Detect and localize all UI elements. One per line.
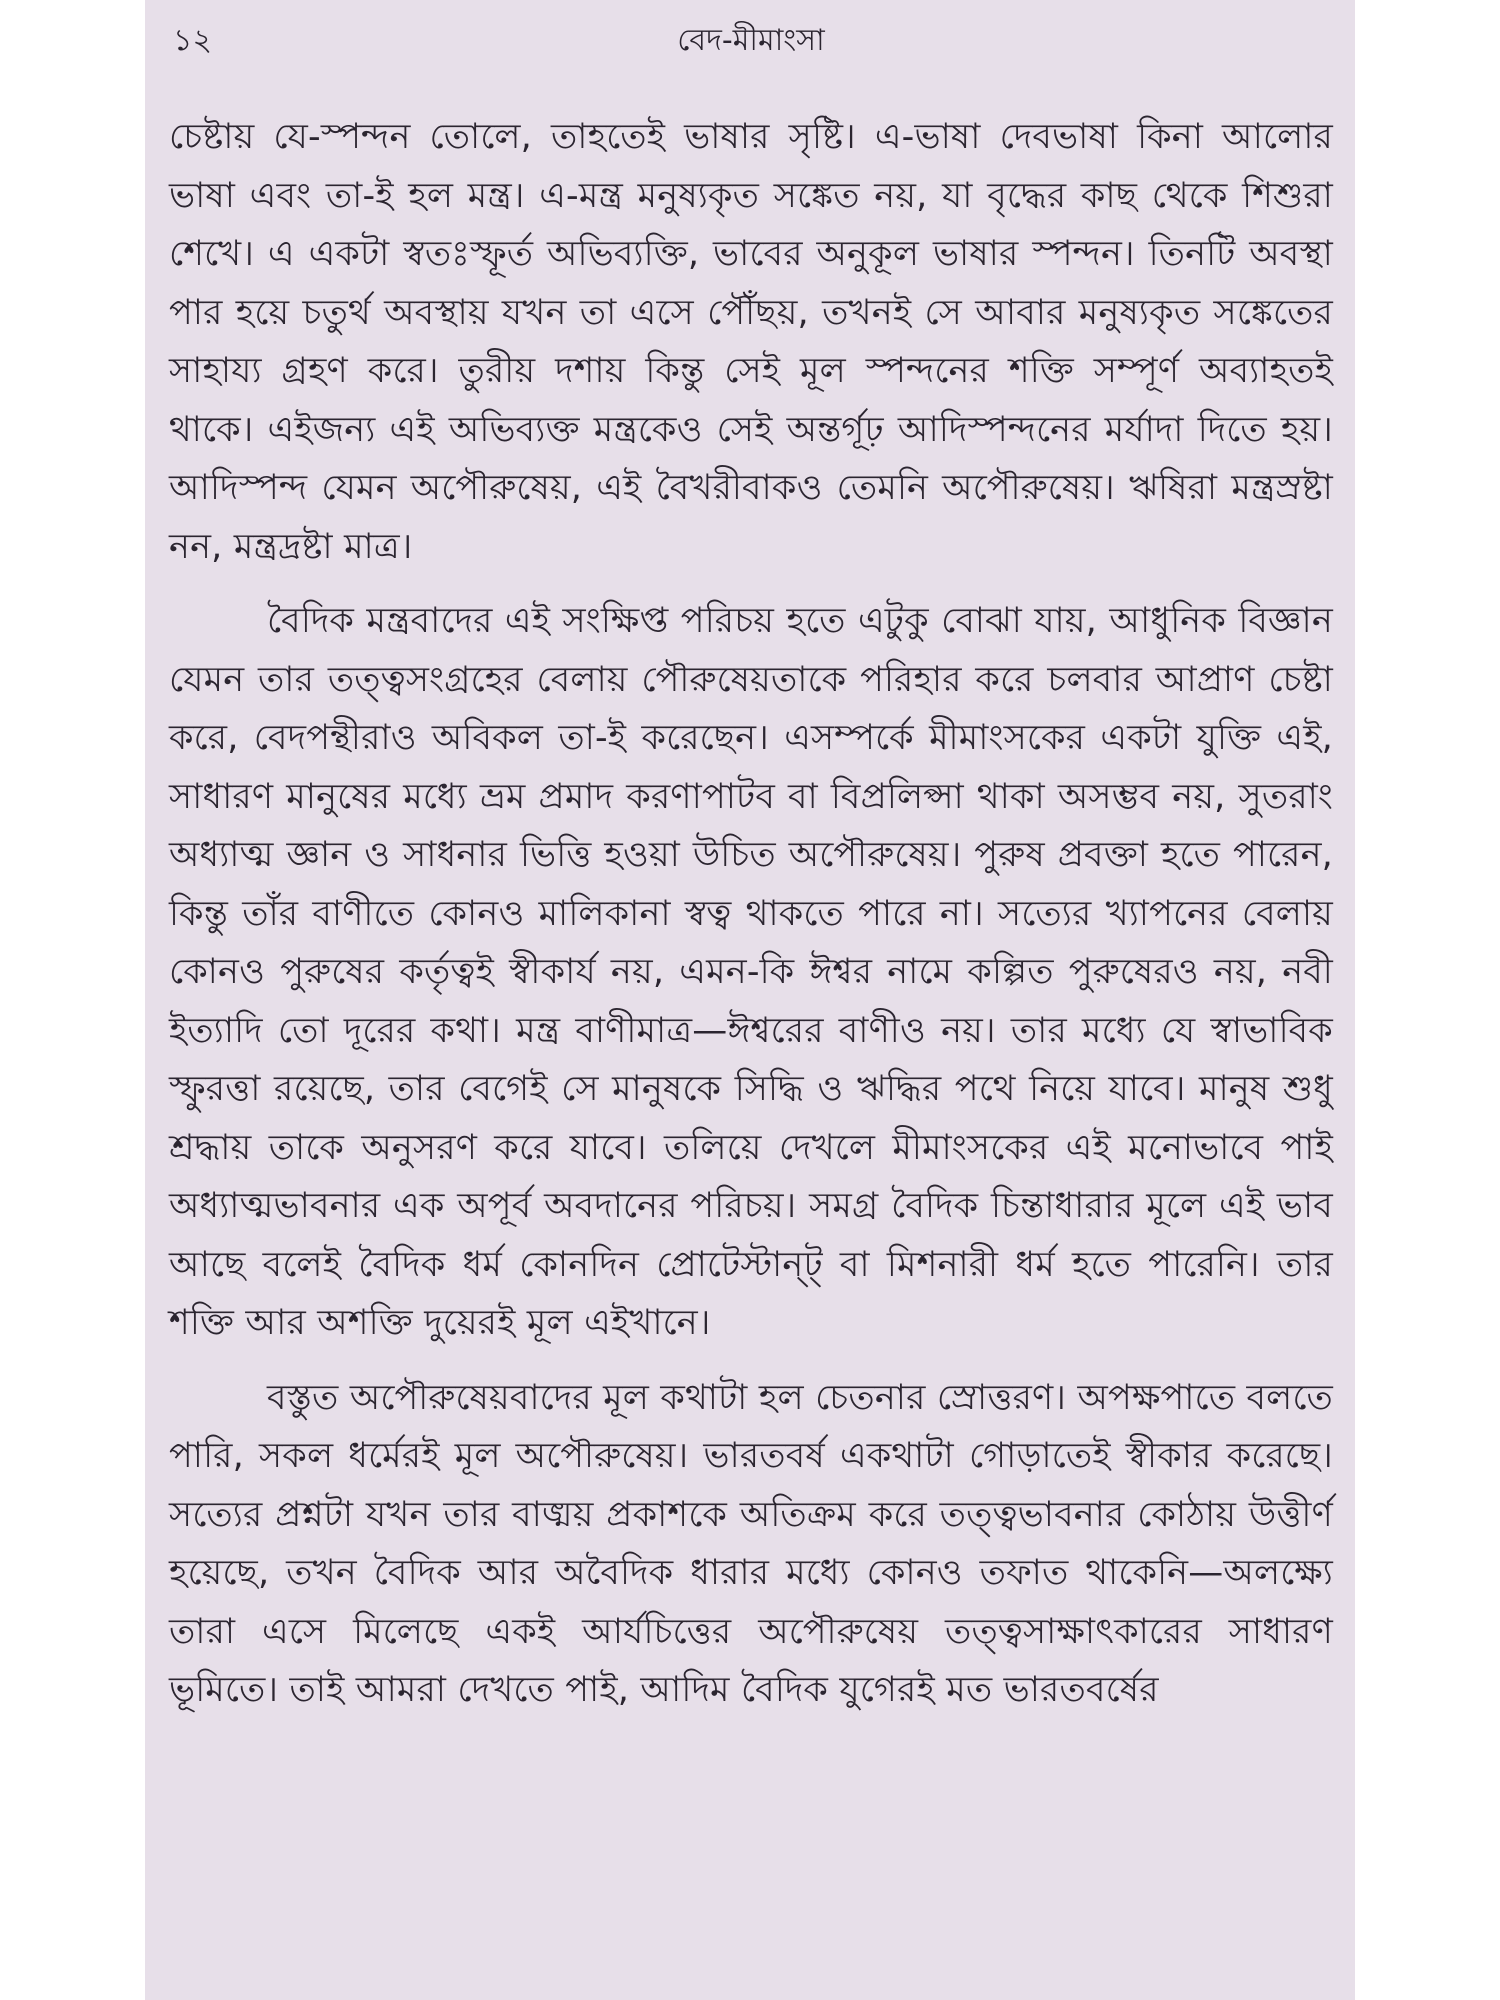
body-text <box>169 108 1333 1720</box>
running-head <box>169 18 1333 64</box>
paragraph-1: চেষ্টায় যে-স্পন্দন তোলে, তাহতেই ভাষার সৃষ্টি। এ-ভাষা দেবভাষা কিনা আলোর ভাষা এবং তা-ই হল মন্ত্র। এ-মন্ত্র মনুষ্যকৃত সঙ্কেত নয়, যা বৃদ্ধের কাছ থেকে শিশুরা শেখে। এ একটা স্বতঃস্ফূর্ত অভিব্যক্তি, ভাবের অনুকূল ভাষার স্পন্দন। তিনটি অবস্থা পার হয়ে চতুর্থ অবস্থায় যখন তা এসে পৌঁছয়, তখনই সে আবার মনুষ্যকৃত সঙ্কেতের সাহায্য গ্রহণ করে। তুরীয় দশায় কিন্তু সেই মূল স্পন্দনের শক্তি সম্পূর্ণ অব্যাহতই থাকে। এইজন্য এই অভিব্যক্ত মন্ত্রকেও সেই অন্তর্গূঢ় আদিস্পন্দনের মর্যাদা দিতে হয়। আদিস্পন্দ যেমন অপৌরুষেয়, এই বৈখরীবাকও তেমনি অপৌরুষেয়। ঋষিরা মন্ত্রস্রষ্টা নন, মন্ত্রদ্রষ্টা মাত্র। <box>169 117 1333 567</box>
paragraph-3: বস্তুত অপৌরুষেয়বাদের মূল কথাটা হল চেতনার স্রোত্তরণ। অপক্ষপাতে বলতে পারি, সকল ধর্মেরই মূল অপৌরুষেয়। ভারতবর্ষ একথাটা গোড়াতেই স্বীকার করেছে। সত্যের প্রশ্নটা যখন তার বাঙ্ময় প্রকাশকে অতিক্রম করে তত্ত্বভাবনার কোঠায় উত্তীর্ণ হয়েছে, তখন বৈদিক আর অবৈদিক ধারার মধ্যে কোনও তফাত থাকেনি—অলক্ষ্যে তারা এসে মিলেছে একই আর্যচিত্তের অপৌরুষেয় তত্ত্বসাক্ষাৎকারের সাধারণ ভূমিতে। তাই আমরা দেখতে পাই, আদিম বৈদিক যুগেরই মত ভারতবর্ষের <box>169 1377 1333 1710</box>
paragraph-2: বৈদিক মন্ত্রবাদের এই সংক্ষিপ্ত পরিচয় হতে এটুকু বোঝা যায়, আধুনিক বিজ্ঞান যেমন তার তত্ত্বসংগ্রহের বেলায় পৌরুষেয়তাকে পরিহার করে চলবার আপ্রাণ চেষ্টা করে, বেদপন্থীরাও অবিকল তা-ই করেছেন। এসম্পর্কে মীমাংসকের একটা যুক্তি এই, সাধারণ মানুষের মধ্যে ভ্রম প্রমাদ করণাপাটব বা বিপ্রলিপ্সা থাকা অসম্ভব নয়, সুতরাং অধ্যাত্ম জ্ঞান ও সাধনার ভিত্তি হওয়া উচিত অপৌরুষেয়। পুরুষ প্রবক্তা হতে পারেন, কিন্তু তাঁর বাণীতে কোনও মালিকানা স্বত্ব থাকতে পারে না। সত্যের খ্যাপনের বেলায় কোনও পুরুষের কর্তৃত্বই স্বীকার্য নয়, এমন-কি ঈশ্বর নামে কল্পিত পুরুষেরও নয়, নবী ইত্যাদি তো দূরের কথা। মন্ত্র বাণীমাত্র—ঈশ্বরের বাণীও নয়। তার মধ্যে যে স্বাভাবিক স্ফুরত্তা রয়েছে, তার বেগেই সে মানুষকে সিদ্ধি ও ঋদ্ধির পথে নিয়ে যাবে। মানুষ শুধু শ্রদ্ধায় তাকে অনুসরণ করে যাবে। তলিয়ে দেখলে মীমাংসকের এই মনোভাবে পাই অধ্যাত্মভাবনার এক অপূর্ব অবদানের পরিচয়। সমগ্র বৈদিক চিন্তাধারার মূলে এই ভাব আছে বলেই বৈদিক ধর্ম কোনদিন প্রোটেস্টান্ট্ বা মিশনারী ধর্ম হতে পারেনি। তার শক্তি আর অশক্তি দুয়েরই মূল এইখানে। <box>169 601 1333 1343</box>
page-number: ১২ <box>173 23 212 58</box>
book-title: বেদ-মীমাংসা <box>677 23 825 58</box>
book-page <box>145 0 1355 2000</box>
